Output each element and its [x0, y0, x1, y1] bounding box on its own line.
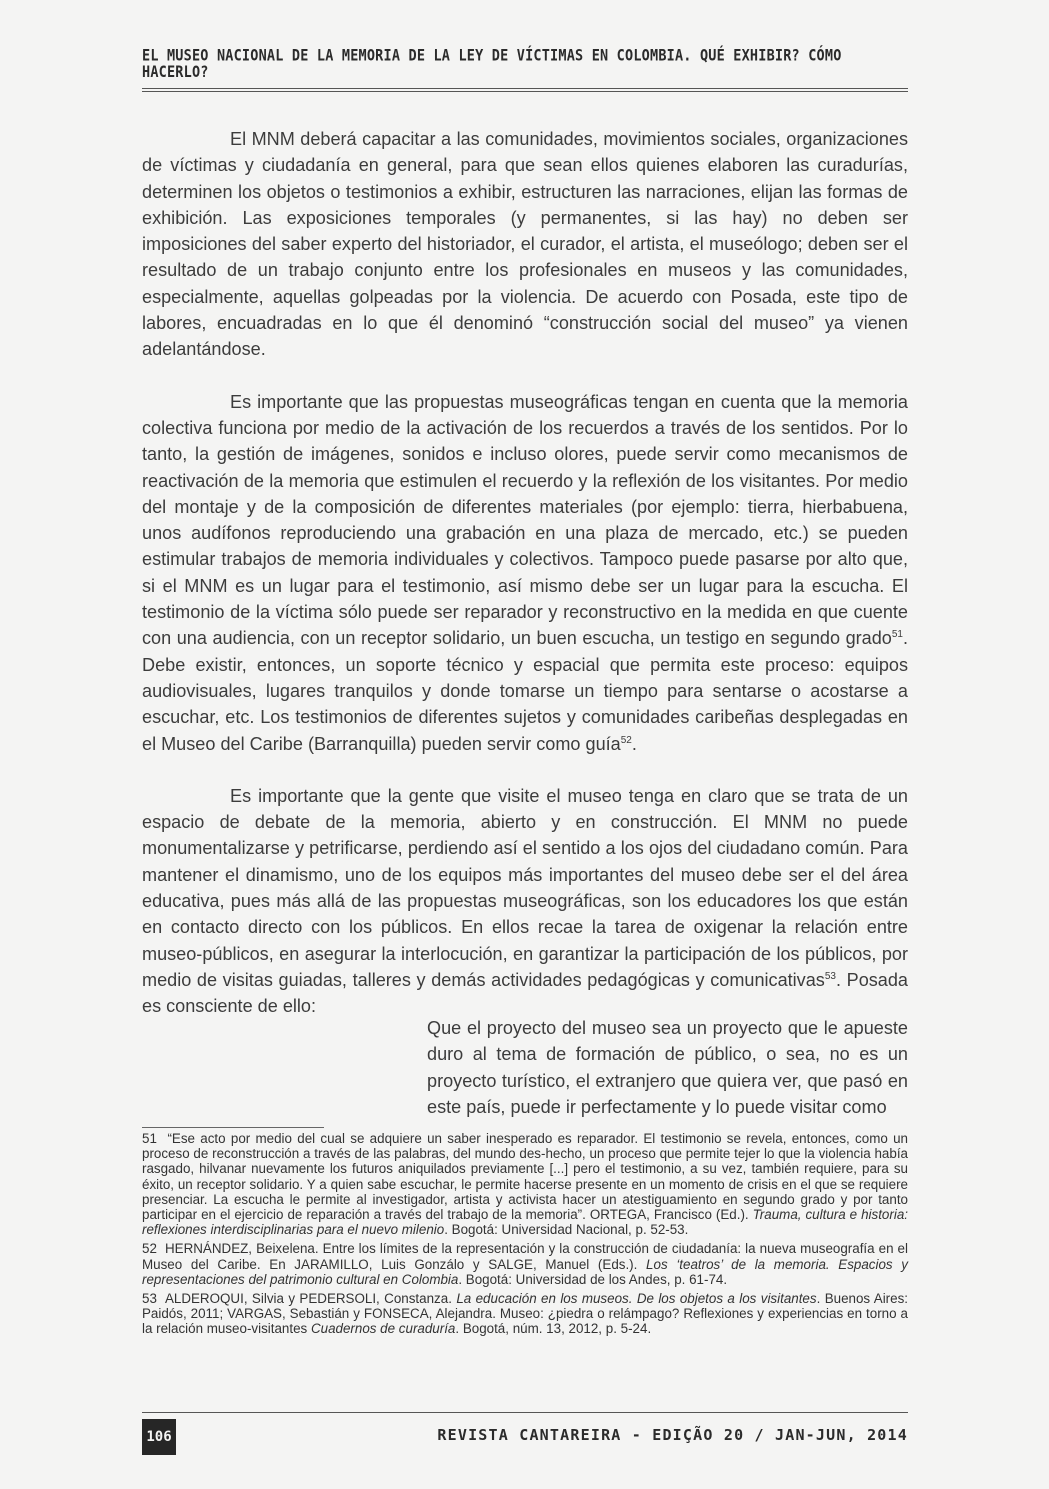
footnote-ref-52[interactable]: 52 [620, 734, 632, 746]
footnote-53-title-1: La educación en los museos. De los objetos a los visitantes [456, 1291, 817, 1307]
footnote-52-tail: . Bogotá: Universidad de los Andes, p. 61-74. [458, 1271, 728, 1287]
paragraph-1: El MNM deberá capacitar a las comunidades, movimientos sociales, organizaciones de víctimas y ciudadanía en general, para que sean ellos quienes elaboren las curadurías, determinen los objetos o testimonios a exhibir, estructuren las narraciones, elijan las formas de exhibición. Las exposiciones temporales (y permanentes, si las hay) no deben ser imposiciones del saber experto del historiador, el curador, el artista, el museólogo; deben ser el resultado de un trabajo conjunto entre los profesionales en museos y las comunidades, especialmente, aquellas golpeadas por la violencia. De acuerdo con Posada, este tipo de labores, encuadradas en lo que él denominó “construcción social del museo” ya vienen adelantándose. [142, 129, 908, 360]
footnote-51-title: Trauma, cultura e historia: reflexiones interdisciplinarias para el nuevo milenio [142, 1207, 908, 1238]
footnote-53 [142, 1291, 908, 1337]
paragraph-3-part-2: . Posada es consciente de ello: [142, 969, 908, 1017]
footnote-51-text: “Ese acto por medio del cual se adquiere un saber inesperado es reparador. El testimonio se revela, entonces, como un proceso de reconstrucción a través de las palabras, del mundo des-hecho, un proceso que permite tejer lo que la violencia había rasgado, hilvanar nuevamente los futuros aniquilados previamente [...] pero el testimonio, a su vez, también requiere, para su éxito, un receptor solidario. Y a quien sabe escuchar, le permite hacerse presente en un momento de crisis en el que se requiere presenciar. La escucha le permite al investigador, artista y activista hacer un atestiguamiento en segundo grado y por tanto participar en el ejercicio de reparación a través del trabajo de la memoria”. ORTEGA, Francisco (Ed.). [142, 1131, 908, 1223]
paragraph-2-part-1: Es importante que las propuestas museográficas tengan en cuenta que la memoria colectiva funciona por medio de la activación de los recuerdos a través de los sentidos. Por lo tanto, la gestión de imágenes, sonidos e incluso olores, puede servir como mecanismos de reactivación de la memoria que estimulen el recuerdo y la reflexión de los visitantes. Por medio del montaje y de la composición de diferentes materiales (por ejemplo: tierra, hierbabuena, unos audífonos reproduciendo una grabación en una plaza de mercado, etc.) se pueden estimular trabajos de memoria individuales y colectivos. Tampoco puede pasarse por alto que, si el MNM es un lugar para el testimonio, así mismo debe ser un lugar para la escucha. El testimonio de la víctima sólo puede ser reparador y reconstructivo en la medida en que cuente con una audiencia, con un receptor solidario, un buen escucha, un testigo en segundo grado [142, 391, 908, 649]
running-header [142, 46, 908, 82]
block-quote-text: Que el proyecto del museo sea un proyecto que le apueste duro al tema de formación de público, o sea, no es un proyecto turístico, el extranjero que quiera ver, que pasó en este país, puede ir perfectamente y lo puede visitar como [427, 1018, 908, 1117]
running-header-title: EL MUSEO NACIONAL DE LA MEMORIA DE LA LEY DE VÍCTIMAS EN COLOMBIA. QUÉ EXHIBIR? CÓMO HACERLO? [142, 46, 842, 82]
footnote-52-text: HERNÁNDEZ, Beixelena. Entre los límites de la representación y la construcción de ciudadanía: la nueva museografía en el Museo del Caribe. En JARAMILLO, Luis Gonzálo y SALGE, Manuel (Eds.). [142, 1241, 908, 1272]
header-rule-bottom [142, 91, 908, 92]
footnote-52-title: Los ‘teatros’ de la memoria. Espacios y representaciones del patrimonio cultural en Colombia [142, 1256, 908, 1287]
paragraph-2 [142, 389, 908, 757]
paragraph-2-part-2: . Debe existir, entonces, un soporte técnico y espacial que permita este proceso: equipos audiovisuales, lugares tranquilos y donde tomarse un tiempo para sentarse o acostarse a escuchar, etc. Los testimonios de diferentes sujetos y comunidades caribeñas desplegadas en el Museo del Caribe (Barranquilla) pueden servir como guía [142, 628, 908, 754]
header-rule-top [142, 88, 908, 89]
footnote-53-tail: . Bogotá, núm. 13, 2012, p. 5-24. [455, 1321, 652, 1337]
footnote-52 [142, 1241, 908, 1287]
footnote-51 [142, 1131, 908, 1237]
footnote-52-number: 52 [142, 1241, 157, 1257]
page-number: 106 [142, 1419, 176, 1455]
footnote-separator [142, 1127, 324, 1128]
footnote-53-mid: . Buenos Aires: Paidós, 2011; VARGAS, Sebastián y FONSECA, Alejandra. Museo: ¿piedra o relámpago? Reflexiones y experiencias en torno a la relación museo-visitantes [142, 1291, 909, 1337]
footnote-53-text: ALDEROQUI, Silvia y PEDERSOLI, Constanza. [164, 1291, 457, 1307]
footnote-53-title-2: Cuadernos de curaduría [310, 1321, 456, 1337]
footnote-53-number: 53 [142, 1291, 157, 1307]
footnote-ref-53[interactable]: 53 [824, 970, 836, 982]
body-text [142, 126, 908, 1020]
footnotes [142, 1131, 908, 1341]
footnote-51-tail: . Bogotá: Universidad Nacional, p. 52-53. [444, 1222, 689, 1238]
footnote-ref-51[interactable]: 51 [891, 629, 903, 641]
paragraph-3-part-1: Es importante que la gente que visite el museo tenga en claro que se trata de un espacio de debate de la memoria, abierto y en construcción. El MNM no puede monumentalizarse y petrificarse, perdiendo así el sentido a los ojos del ciudadano común. Para mantener el dinamismo, uno de los equipos más importantes del museo debe ser el del área educativa, pues más allá de las propuestas museográficas, son los educadores los que están en contacto directo con los públicos. En ellos recae la tarea de oxigenar la relación entre museo-públicos, en asegurar la interlocución, en garantizar la participación de los públicos, por medio de visitas guiadas, talleres y demás actividades pedagógicas y comunicativas [142, 785, 908, 990]
journal-name: REVISTA CANTAREIRA - EDIÇÃO 20 / JAN-JUN, 2014 [437, 1426, 908, 1444]
footer-rule [142, 1412, 908, 1413]
paragraph-3 [142, 783, 908, 1020]
footnote-51-number: 51 [142, 1131, 157, 1146]
paragraph-2-part-3: . [631, 733, 637, 754]
block-quote [427, 1015, 908, 1120]
